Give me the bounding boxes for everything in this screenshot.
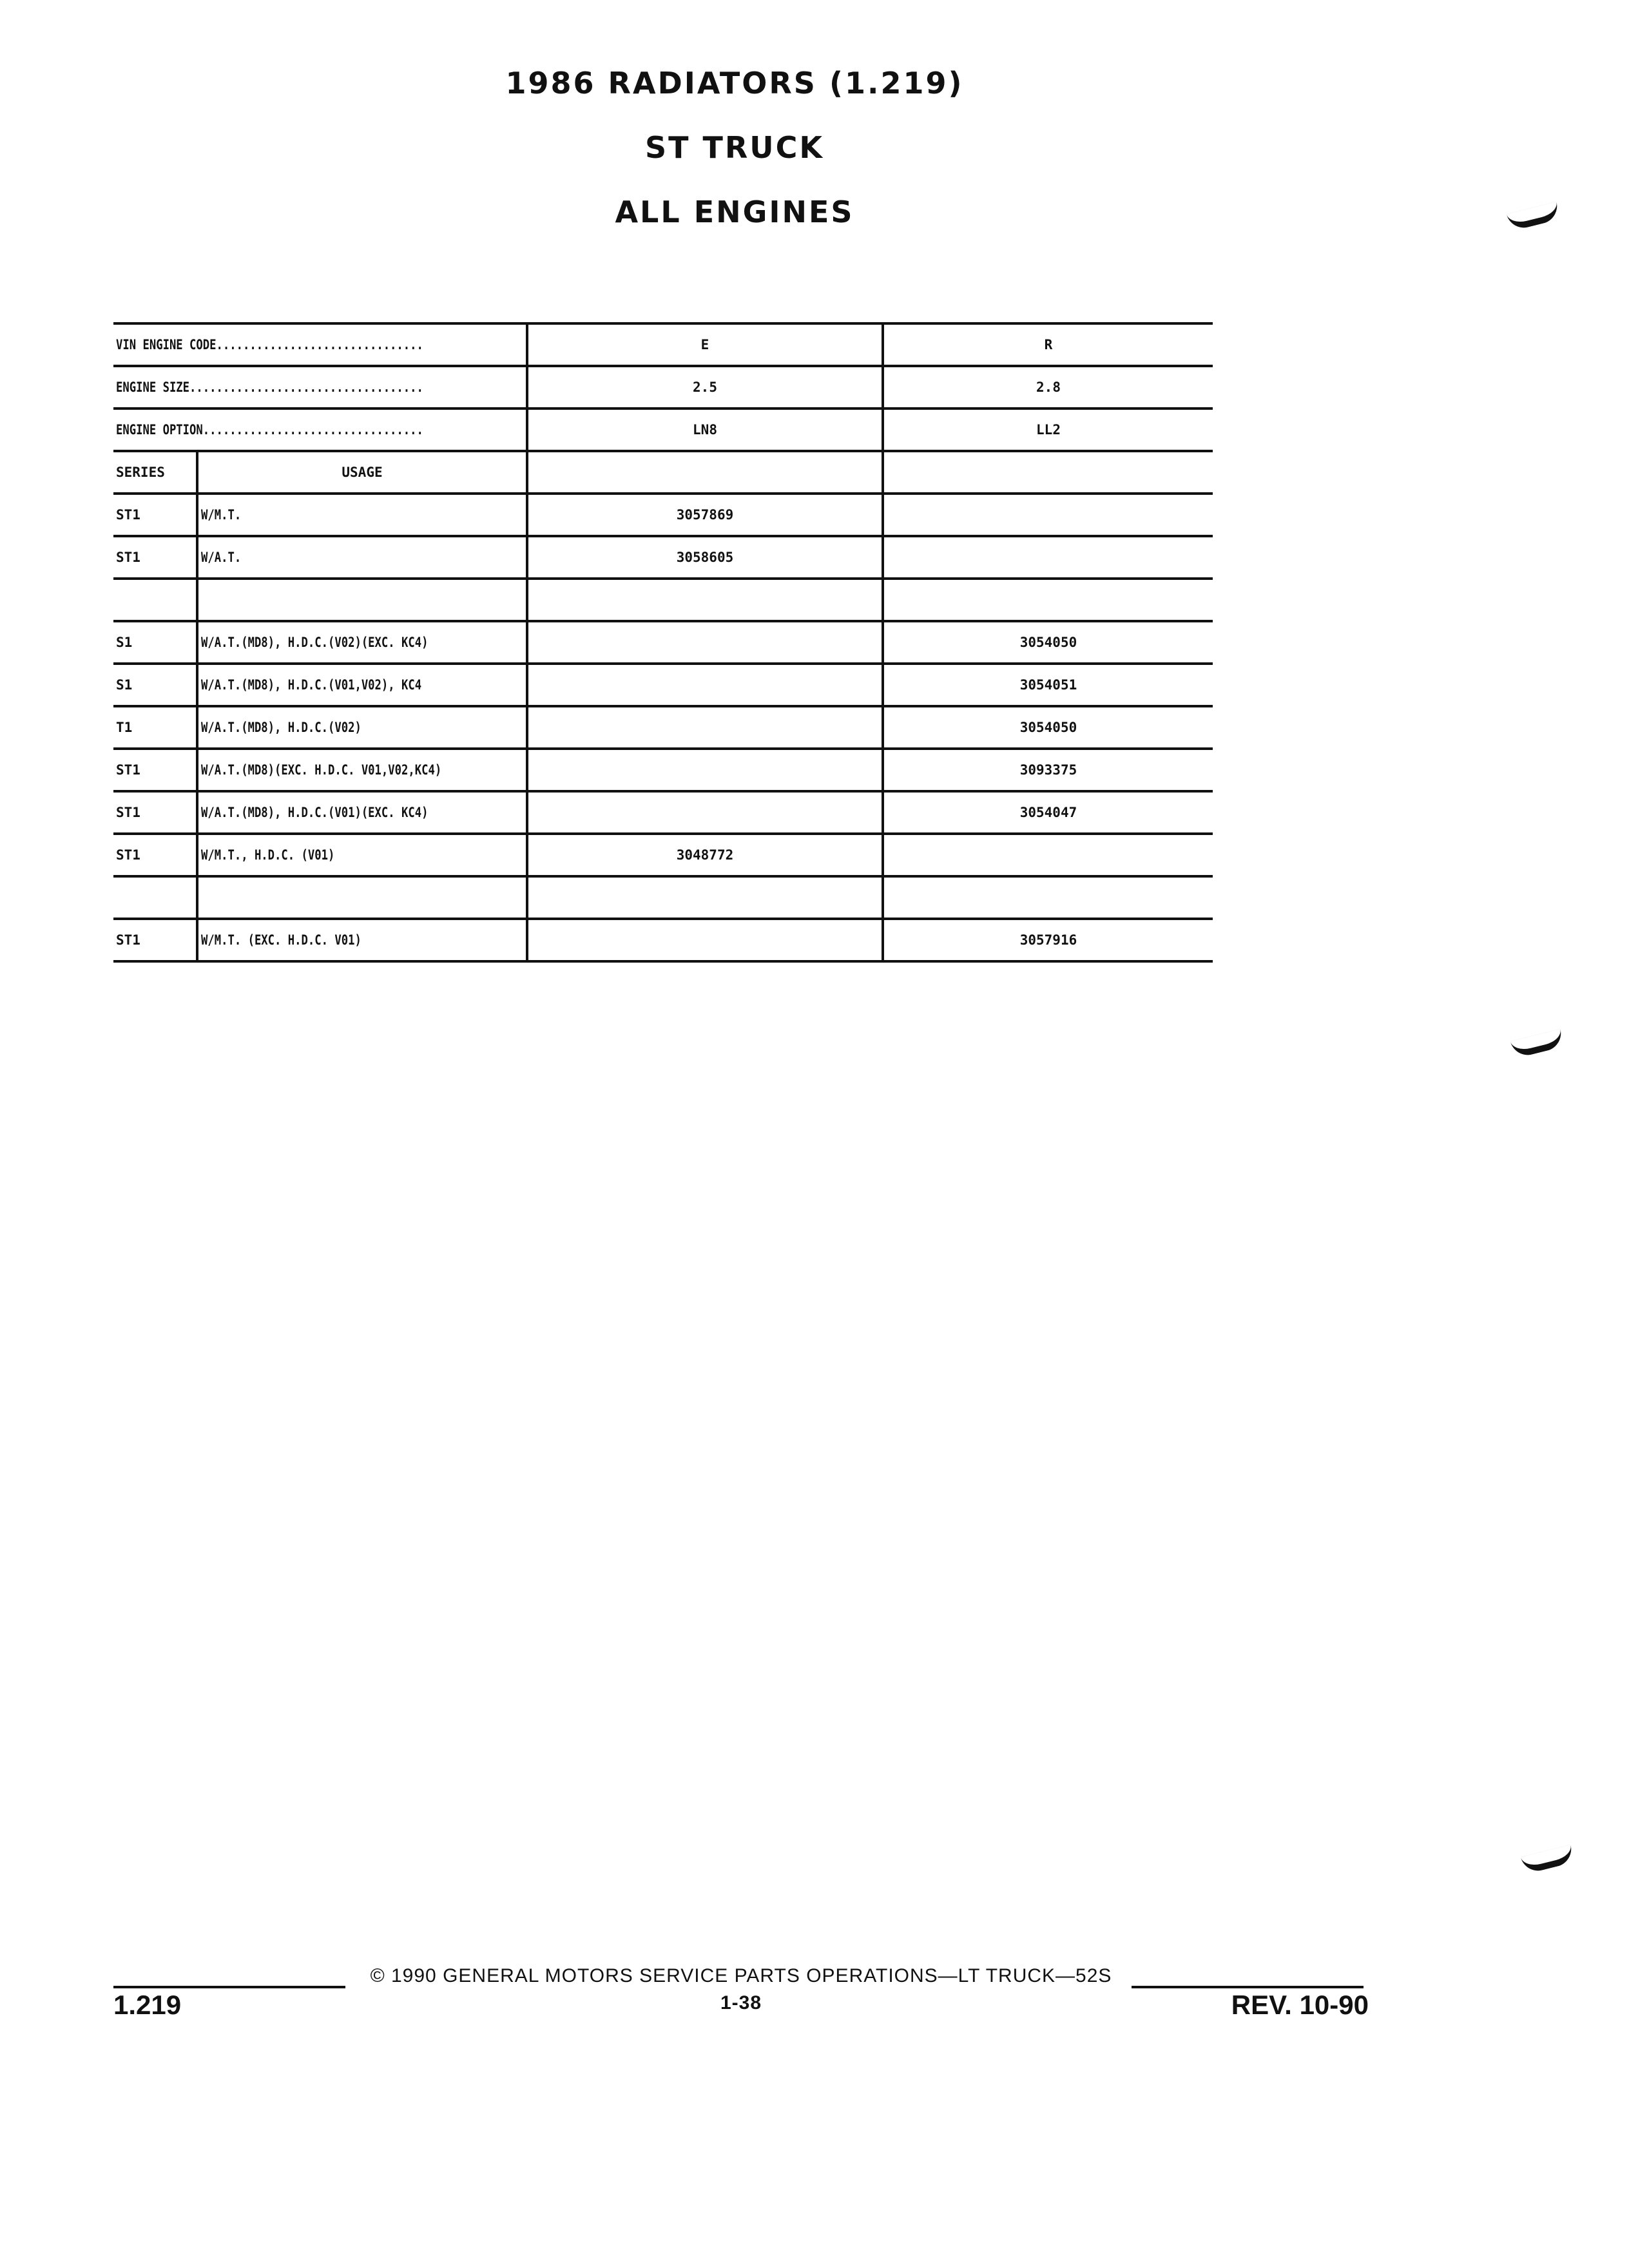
usage-text: W/A.T.(MD8), H.D.C.(V02)(EXC. KC4)	[201, 635, 429, 650]
spec-row	[113, 366, 1213, 408]
series-cell	[113, 876, 197, 919]
footer-revision: REV. 10-90	[1231, 1990, 1369, 2020]
part-number-r: 3054050	[883, 706, 1213, 749]
header-blank-r	[883, 451, 1213, 494]
usage-cell	[197, 876, 527, 919]
series-cell: ST1	[113, 791, 197, 834]
series-cell: ST1	[113, 834, 197, 876]
binder-hole-mark	[1510, 1029, 1565, 1059]
part-number-r: 3054047	[883, 791, 1213, 834]
usage-cell	[197, 536, 527, 579]
table-row	[113, 876, 1213, 919]
series-cell: S1	[113, 664, 197, 706]
table-row	[113, 919, 1213, 961]
series-cell: ST1	[113, 494, 197, 536]
part-number-e	[527, 876, 883, 919]
usage-cell	[197, 664, 527, 706]
series-cell: S1	[113, 621, 197, 664]
table-row	[113, 749, 1213, 791]
part-number-e: 3058605	[527, 536, 883, 579]
spec-label	[113, 323, 527, 366]
table-row	[113, 579, 1213, 621]
part-number-e	[527, 664, 883, 706]
spec-row	[113, 408, 1213, 451]
part-number-r: 3054050	[883, 621, 1213, 664]
table-row	[113, 621, 1213, 664]
usage-text: W/M.T. (EXC. H.D.C. V01)	[201, 932, 361, 948]
usage-cell	[197, 706, 527, 749]
table-row	[113, 536, 1213, 579]
radiator-parts-table	[113, 322, 1213, 963]
part-number-r: 3093375	[883, 749, 1213, 791]
page-subtitle: ST TRUCK	[644, 130, 825, 165]
table-row	[113, 664, 1213, 706]
footer-section-number: 1.219	[113, 1990, 182, 2020]
usage-header: USAGE	[197, 451, 527, 494]
table-row	[113, 706, 1213, 749]
part-number-e: 3048772	[527, 834, 883, 876]
footer-copyright: © 1990 GENERAL MOTORS SERVICE PARTS OPERATIONS—LT TRUCK—52S	[370, 1965, 1112, 1986]
part-number-e: 3057869	[527, 494, 883, 536]
part-number-e	[527, 621, 883, 664]
series-cell	[113, 579, 197, 621]
usage-cell	[197, 834, 527, 876]
usage-cell	[197, 494, 527, 536]
usage-text: W/A.T.(MD8), H.D.C.(V01,V02), KC4	[201, 677, 422, 693]
part-number-r	[883, 834, 1213, 876]
series-cell: ST1	[113, 749, 197, 791]
usage-cell	[197, 919, 527, 961]
spec-value-e: E	[527, 323, 883, 366]
table-row	[113, 494, 1213, 536]
spec-row	[113, 323, 1213, 366]
spec-value-r: LL2	[883, 408, 1213, 451]
binder-hole-mark	[1521, 1845, 1575, 1875]
usage-text: W/A.T.(MD8), H.D.C.(V02)	[201, 720, 361, 735]
series-cell: ST1	[113, 536, 197, 579]
usage-text: W/A.T.(MD8)(EXC. H.D.C. V01,V02,KC4)	[201, 762, 442, 778]
spec-label-text: VIN ENGINE CODE...............................	[116, 337, 423, 352]
part-number-r	[883, 536, 1213, 579]
usage-text: W/M.T.	[201, 507, 242, 523]
usage-cell	[197, 749, 527, 791]
spec-value-e: 2.5	[527, 366, 883, 408]
header-blank-e	[527, 451, 883, 494]
part-number-e	[527, 749, 883, 791]
page-title: 1986 RADIATORS (1.219)	[505, 66, 964, 101]
binder-hole-mark	[1507, 202, 1561, 232]
series-cell: T1	[113, 706, 197, 749]
usage-cell	[197, 579, 527, 621]
table-row	[113, 791, 1213, 834]
usage-cell	[197, 791, 527, 834]
part-number-e	[527, 919, 883, 961]
footer-page-number: 1-38	[720, 1992, 762, 2013]
table-row	[113, 834, 1213, 876]
spec-value-e: LN8	[527, 408, 883, 451]
usage-cell	[197, 621, 527, 664]
spec-label	[113, 366, 527, 408]
spec-label-text: ENGINE OPTION.................................	[116, 422, 423, 437]
part-number-r: 3057916	[883, 919, 1213, 961]
part-number-e	[527, 791, 883, 834]
series-cell: ST1	[113, 919, 197, 961]
part-number-r	[883, 579, 1213, 621]
usage-text: W/M.T., H.D.C. (V01)	[201, 847, 335, 863]
series-header: SERIES	[113, 451, 197, 494]
part-number-e	[527, 579, 883, 621]
spec-value-r: R	[883, 323, 1213, 366]
spec-label	[113, 408, 527, 451]
part-number-r	[883, 876, 1213, 919]
spec-label-text: ENGINE SIZE...................................	[116, 380, 423, 395]
engines-heading: ALL ENGINES	[615, 195, 854, 229]
column-header-row	[113, 451, 1213, 494]
part-number-r: 3054051	[883, 664, 1213, 706]
part-number-r	[883, 494, 1213, 536]
usage-text: W/A.T.(MD8), H.D.C.(V01)(EXC. KC4)	[201, 805, 429, 820]
spec-value-r: 2.8	[883, 366, 1213, 408]
part-number-e	[527, 706, 883, 749]
usage-text: W/A.T.	[201, 550, 242, 565]
